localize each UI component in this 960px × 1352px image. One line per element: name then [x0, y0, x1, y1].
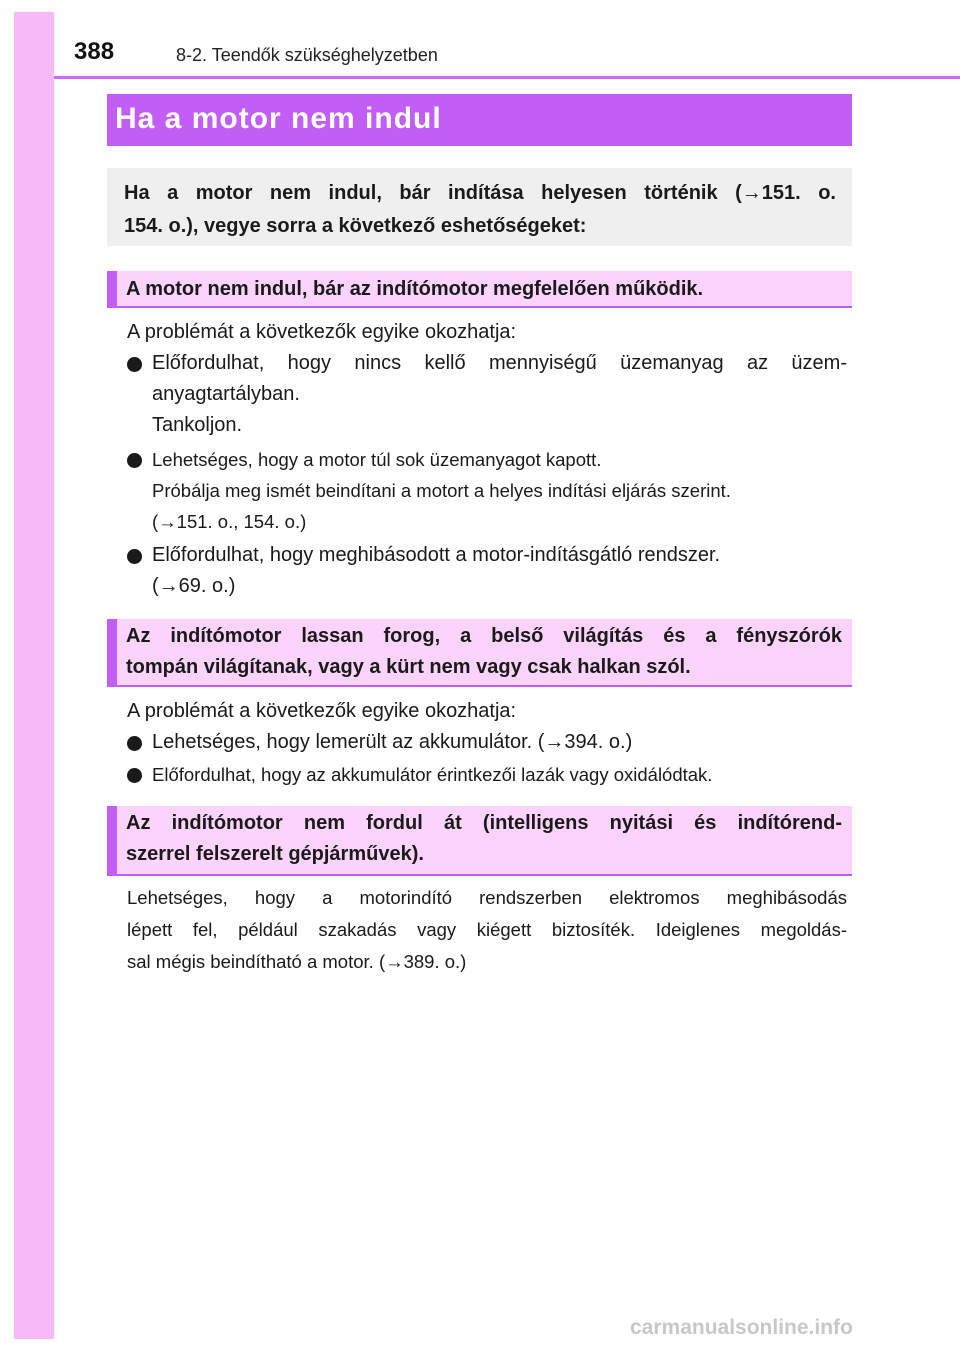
watermark: carmanualsonline.info — [630, 1316, 853, 1339]
list-item — [127, 348, 847, 441]
side-thumb-strip — [14, 12, 54, 1339]
section-3-paragraph — [127, 882, 847, 978]
running-title: 8-2. Teendők szükséghelyzetben — [176, 45, 438, 65]
list-item — [127, 759, 847, 790]
header-divider — [54, 76, 960, 79]
paragraph-line: Lehetséges, hogy a motorindító rendszerben elektromos meghibásodás — [127, 887, 847, 908]
list-item — [127, 727, 847, 758]
intro-line-2: 154. o.), vegye sorra a következő eshetőségeket: — [124, 215, 587, 237]
page-title: Ha a motor nem indul — [115, 102, 442, 135]
bullet-line: (→69. o.) — [152, 575, 236, 597]
title-bar — [107, 94, 852, 146]
intro-line-1: Ha a motor nem indul, bár indítása helyesen történik (→151. o. — [124, 182, 836, 204]
bullet-line: Előfordulhat, hogy az akkumulátor érintkezői lazák vagy oxidálódtak. — [152, 764, 713, 785]
section-heading-2-line-2: tompán világítanak, vagy a kürt nem vagy csak halkan szól. — [126, 656, 691, 678]
list-item — [127, 444, 847, 537]
section-heading-2-line-1: Az indítómotor lassan forog, a belső világítás és a fényszórók — [126, 625, 842, 647]
bullet-line: anyagtartályban. — [152, 383, 300, 405]
bullet-line: Előfordulhat, hogy meghibásodott a motor-indításgátló rendszer. — [152, 544, 721, 566]
bullet-dot-icon — [127, 768, 142, 783]
section-heading-3-line-1: Az indítómotor nem fordul át (intelligens nyitási és indítórend- — [126, 812, 842, 834]
paragraph-line: sal mégis beindítható a motor. (→389. o.) — [127, 951, 467, 972]
bullet-dot-icon — [127, 453, 142, 468]
bullet-line: Próbálja meg ismét beindítani a motort a helyes indítási eljárás szerint. — [152, 480, 731, 501]
intro-box — [107, 168, 852, 246]
section-heading-3-line-2: szerrel felszerelt gépjárművek). — [126, 843, 424, 865]
list-item — [127, 540, 847, 602]
section-heading-1 — [107, 271, 852, 308]
bullet-line: Előfordulhat, hogy nincs kellő mennyiségű üzemanyag az üzem- — [152, 352, 847, 374]
bullet-dot-icon — [127, 357, 142, 372]
paragraph-line: lépett fel, például szakadás vagy kiégett biztosíték. Ideiglenes megoldás- — [127, 919, 847, 940]
section-2-lead: A problémát a következők egyike okozhatja: — [127, 700, 517, 722]
page-number: 388 — [74, 38, 115, 65]
bullet-line: Lehetséges, hogy a motor túl sok üzemanyagot kapott. — [152, 449, 602, 470]
section-heading-2 — [107, 619, 852, 687]
section-1-lead: A problémát a következők egyike okozhatja: — [127, 321, 517, 343]
bullet-dot-icon — [127, 549, 142, 564]
section-heading-3 — [107, 806, 852, 876]
bullet-line: Tankoljon. — [152, 414, 243, 436]
section-heading-1-text: A motor nem indul, bár az indítómotor megfelelően működik. — [126, 278, 704, 300]
bullet-dot-icon — [127, 736, 142, 751]
bullet-line: (→151. o., 154. o.) — [152, 511, 307, 532]
bullet-line: Lehetséges, hogy lemerült az akkumulátor. (→394. o.) — [152, 731, 633, 753]
